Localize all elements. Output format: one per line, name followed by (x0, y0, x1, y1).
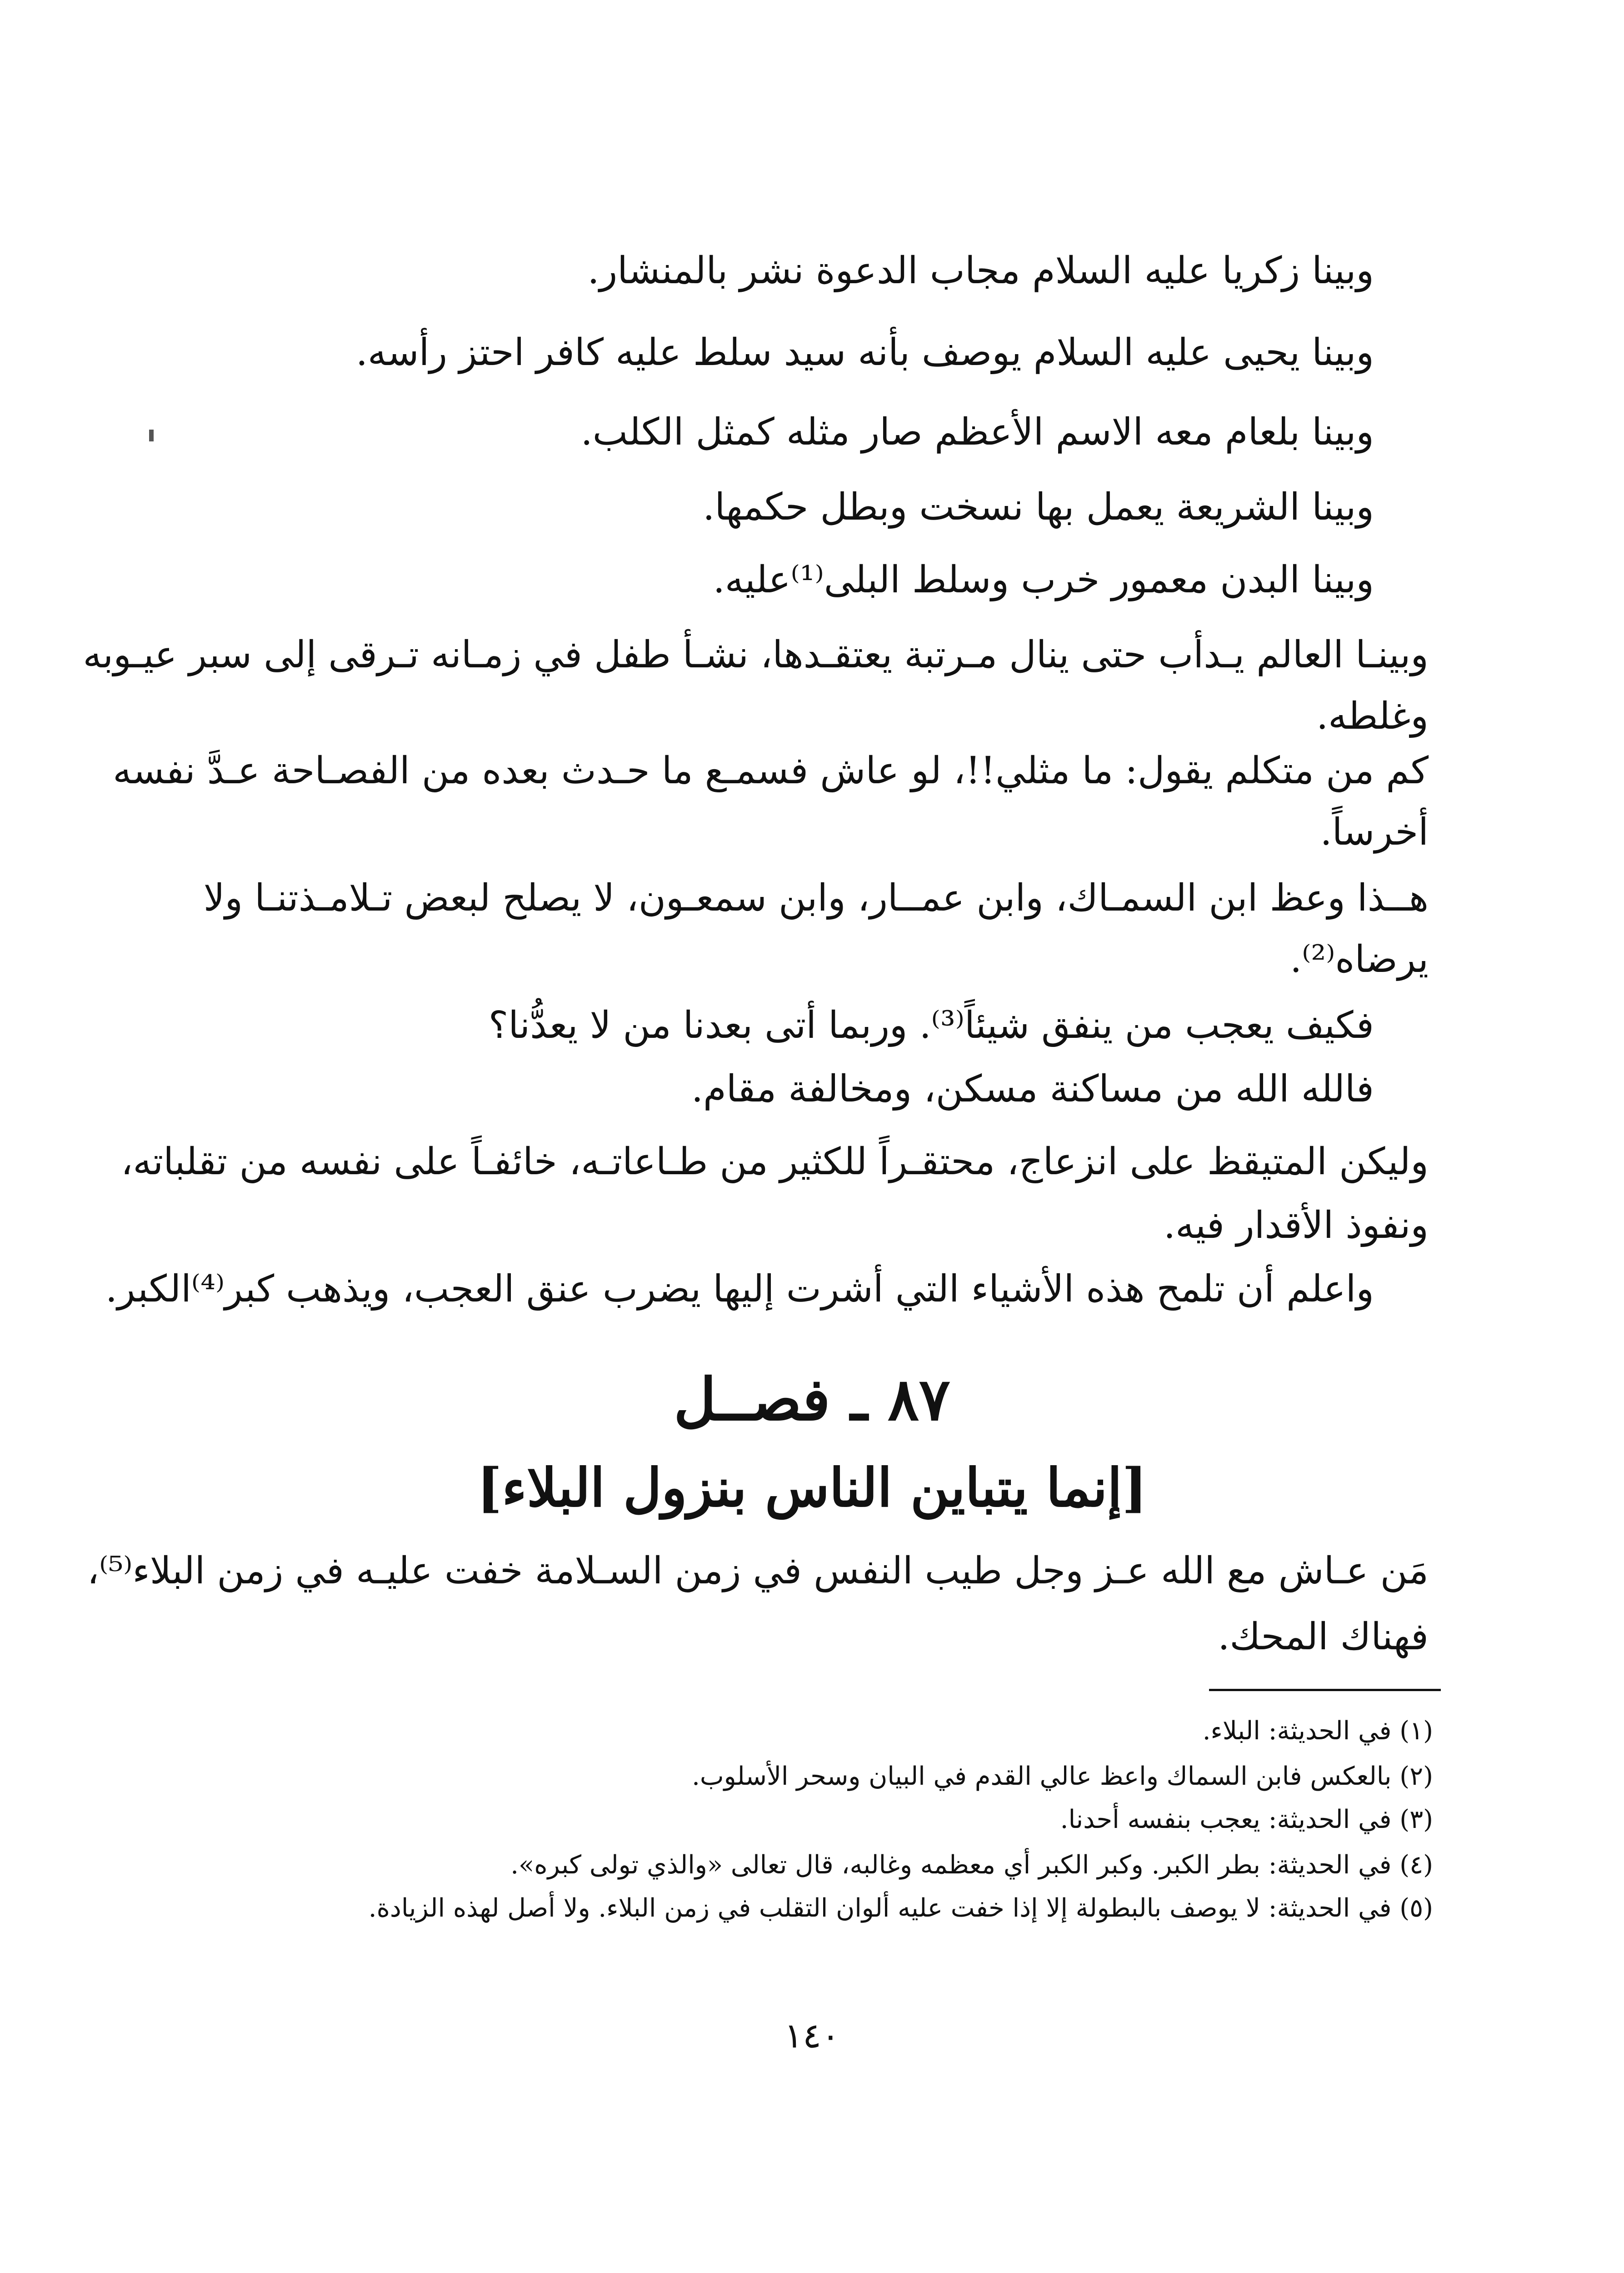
footnote: (٤) في الحديثة: بطر الكبر. وكبر الكبر أي معظمه وغالبه، قال تعالى «والذي تولى كبره». (510, 1850, 1433, 1880)
footnote: (٣) في الحديثة: يعجب بنفسه أحدنا. (1060, 1805, 1433, 1834)
page-number: ١٤٠ (784, 2015, 840, 2056)
paragraph-line: يرضاه⁽²⁾. (1290, 938, 1429, 981)
paragraph-line: هــذا وعظ ابن السمـاك، وابن عمــار، وابن سمعـون، لا يصلح لبعض تـلامـذتنـا ولا (203, 876, 1429, 920)
paragraph: واعلم أن تلمح هذه الأشياء التي أشرت إليها يضرب عنق العجب، ويذهب كبر⁽⁴⁾الكبر. (105, 1267, 1374, 1311)
footnote: (٢) بالعكس فابن السماك واعظ عالي القدم في البيان وسحر الأسلوب. (692, 1762, 1433, 1791)
paragraph-line: ونفوذ الأقدار فيه. (1163, 1204, 1429, 1247)
paragraph-line: مَن عـاش مع الله عـز وجل طيب النفس في زمن السـلامة خفت عليـه في زمن البلاء⁽⁵⁾، (87, 1549, 1429, 1592)
section-title: ٨٧ ـ فصــل (674, 1366, 950, 1434)
paragraph-line: وليكن المتيقظ على انزعاج، محتقـراً للكثير من طـاعاتـه، خائفـاً على نفسه من تقلباته، (120, 1140, 1429, 1183)
paragraph: فكيف يعجب من ينفق شيئاً⁽³⁾. وربما أتى بعدنا من لا يعدُّنا؟ (488, 1004, 1374, 1047)
paragraph-line: وغلطه. (1316, 695, 1429, 738)
paragraph: وبينا بلعام معه الاسم الأعظم صار مثله كمثل الكلب. (580, 411, 1374, 454)
footnote: (٥) في الحديثة: لا يوصف بالبطولة إلا إذا خفت عليه ألوان التقلب في زمن البلاء. ولا أصل لهذه الزيادة. (368, 1893, 1433, 1923)
footnote: (١) في الحديثة: البلاء. (1202, 1716, 1433, 1746)
paragraph: وبينا البدن معمور خرب وسلط البلى⁽¹⁾عليه. (713, 558, 1374, 601)
paragraph-line: وبينـا العالم يـدأب حتى ينال مـرتبة يعتقـدها، نشـأ طفل في زمـانه تـرقى إلى سبر عيـوبه (83, 633, 1429, 676)
footnote-divider (1209, 1689, 1441, 1691)
paragraph-line: كم من متكلم يقول: ما مثلي!!، لو عاش فسمـع ما حـدث بعده من الفصـاحة عـدَّ نفسه (113, 749, 1429, 792)
paragraph: فالله الله من مساكنة مسكن، ومخالفة مقام. (691, 1067, 1374, 1111)
paragraph: وبينا زكريا عليه السلام مجاب الدعوة نشر بالمنشار. (587, 249, 1374, 292)
scan-mark (149, 430, 154, 441)
paragraph: وبينا يحيى عليه السلام يوصف بأنه سيد سلط عليه كافر احتز رأسه. (355, 331, 1374, 374)
section-subtitle: [إنما يتباين الناس بنزول البلاء] (477, 1457, 1147, 1519)
paragraph-line: أخرساً. (1320, 811, 1429, 854)
paragraph: وبينا الشريعة يعمل بها نسخت وبطل حكمها. (703, 486, 1374, 529)
paragraph-line: فهناك المحك. (1218, 1615, 1429, 1658)
